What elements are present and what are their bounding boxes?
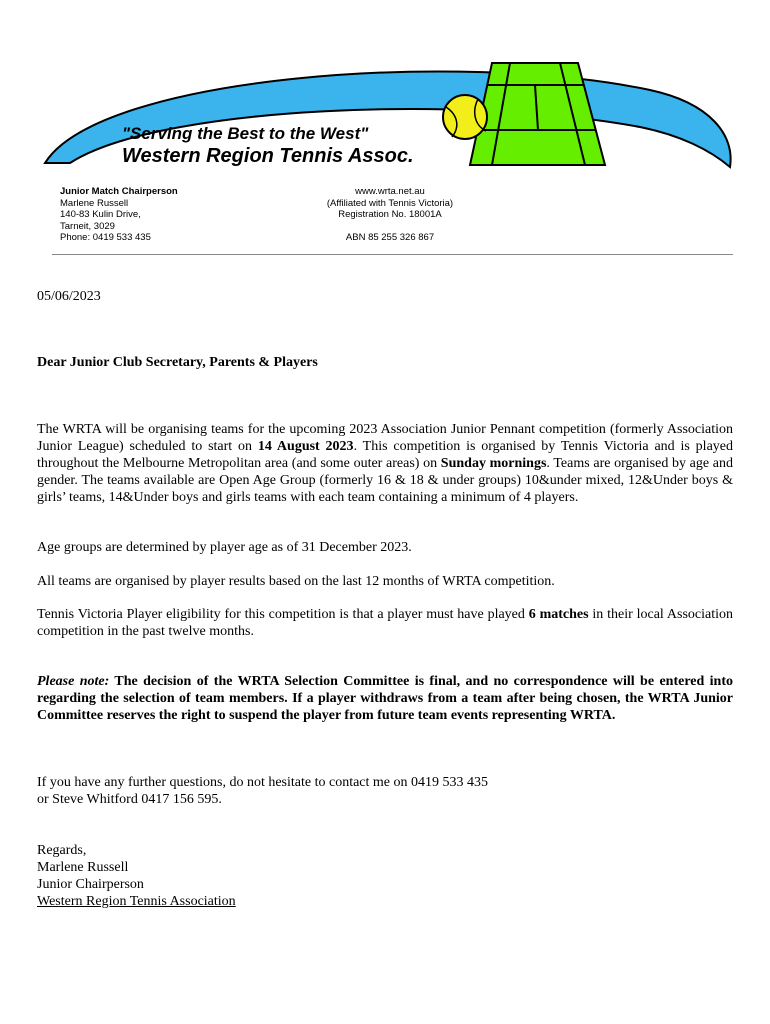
matches-required: 6 matches (528, 607, 589, 622)
letterhead-org-details (290, 186, 490, 244)
logo-tennis-ball (443, 95, 487, 139)
registration-number: Registration No. 18001A (338, 209, 442, 220)
header-divider (52, 254, 733, 255)
p1-text-a: The WRTA will be organising teams for the upcoming 2023 Association Junior Pennant competition (formerly Association Junior League) scheduled to start on (37, 422, 733, 454)
address-line-2: Tarneit, 3029 (60, 220, 115, 232)
letter-salutation: Dear Junior Club Secretary, Parents & Players (37, 355, 318, 370)
paragraph-questions (37, 774, 733, 808)
website-link[interactable]: www.wrta.net.au (355, 186, 425, 197)
paragraph-team-organisation: All teams are organised by player results based on the last 12 months of WRTA competition. (37, 574, 555, 589)
chairperson-name: Marlene Russell (60, 197, 129, 209)
address-line-1: 140-83 Kulin Drive, (60, 209, 141, 220)
note-text: The decision of the WRTA Selection Committee is final, and no correspondence will be entered into regarding the selection of team members. If a player withdraws from a team after being chosen, the WRTA Junior Committee reserves the right to suspend the player from future team events representing WRTA. (37, 674, 733, 723)
questions-line-1: If you have any further questions, do not hesitate to contact me on 0419 533 435 (37, 775, 489, 790)
signoff-organisation: Western Region Tennis Association (37, 894, 236, 909)
paragraph-competition-info (37, 421, 733, 506)
letterhead-contact-block (60, 186, 178, 244)
signoff-title: Junior Chairperson (37, 877, 144, 892)
logo-tennis-court (470, 63, 605, 165)
contact-phone: Phone: 0419 533 435 (60, 232, 151, 243)
signoff-name: Marlene Russell (37, 860, 129, 875)
p4-text-a: Tennis Victoria Player eligibility for this competition is that a player must have played (37, 607, 529, 622)
p4-text-c: in their local Association competition in the past twelve months. (37, 607, 733, 639)
affiliation-text: (Affiliated with Tennis Victoria) (326, 197, 454, 209)
abn-number: ABN 85 255 326 867 (345, 232, 435, 243)
letter-date: 05/06/2023 (37, 289, 101, 304)
chairperson-title: Junior Match Chairperson (60, 186, 178, 197)
paragraph-please-note (37, 673, 733, 724)
signoff-block (37, 842, 733, 910)
paragraph-age-groups: Age groups are determined by player age as of 31 December 2023. (37, 540, 412, 555)
start-date: 14 August 2023 (257, 439, 354, 454)
paragraph-eligibility (37, 606, 733, 640)
p1-text-c: . This competition is organised by Tennis Victoria and is played throughout the Melbourne Metropolitan area (and some outer areas) on (37, 439, 733, 471)
signoff-regards: Regards, (37, 843, 87, 858)
play-day: Sunday mornings (440, 456, 547, 471)
note-lead: Please note: (37, 674, 110, 689)
questions-line-2: or Steve Whitford 0417 156 595. (37, 792, 222, 807)
p1-text-e: . Teams are organised by age and gender. The teams available are Open Age Group (formerly 16 & 18 & under groups) 10&under mixed, 12&Under boys & girls’ teams, 14&Under boys and girls teams with each team containing a minimum of 4 players. (37, 456, 734, 505)
letterhead-org-name: Western Region Tennis Assoc. (122, 145, 414, 167)
letterhead-motto: "Serving the Best to the West" (122, 124, 369, 143)
